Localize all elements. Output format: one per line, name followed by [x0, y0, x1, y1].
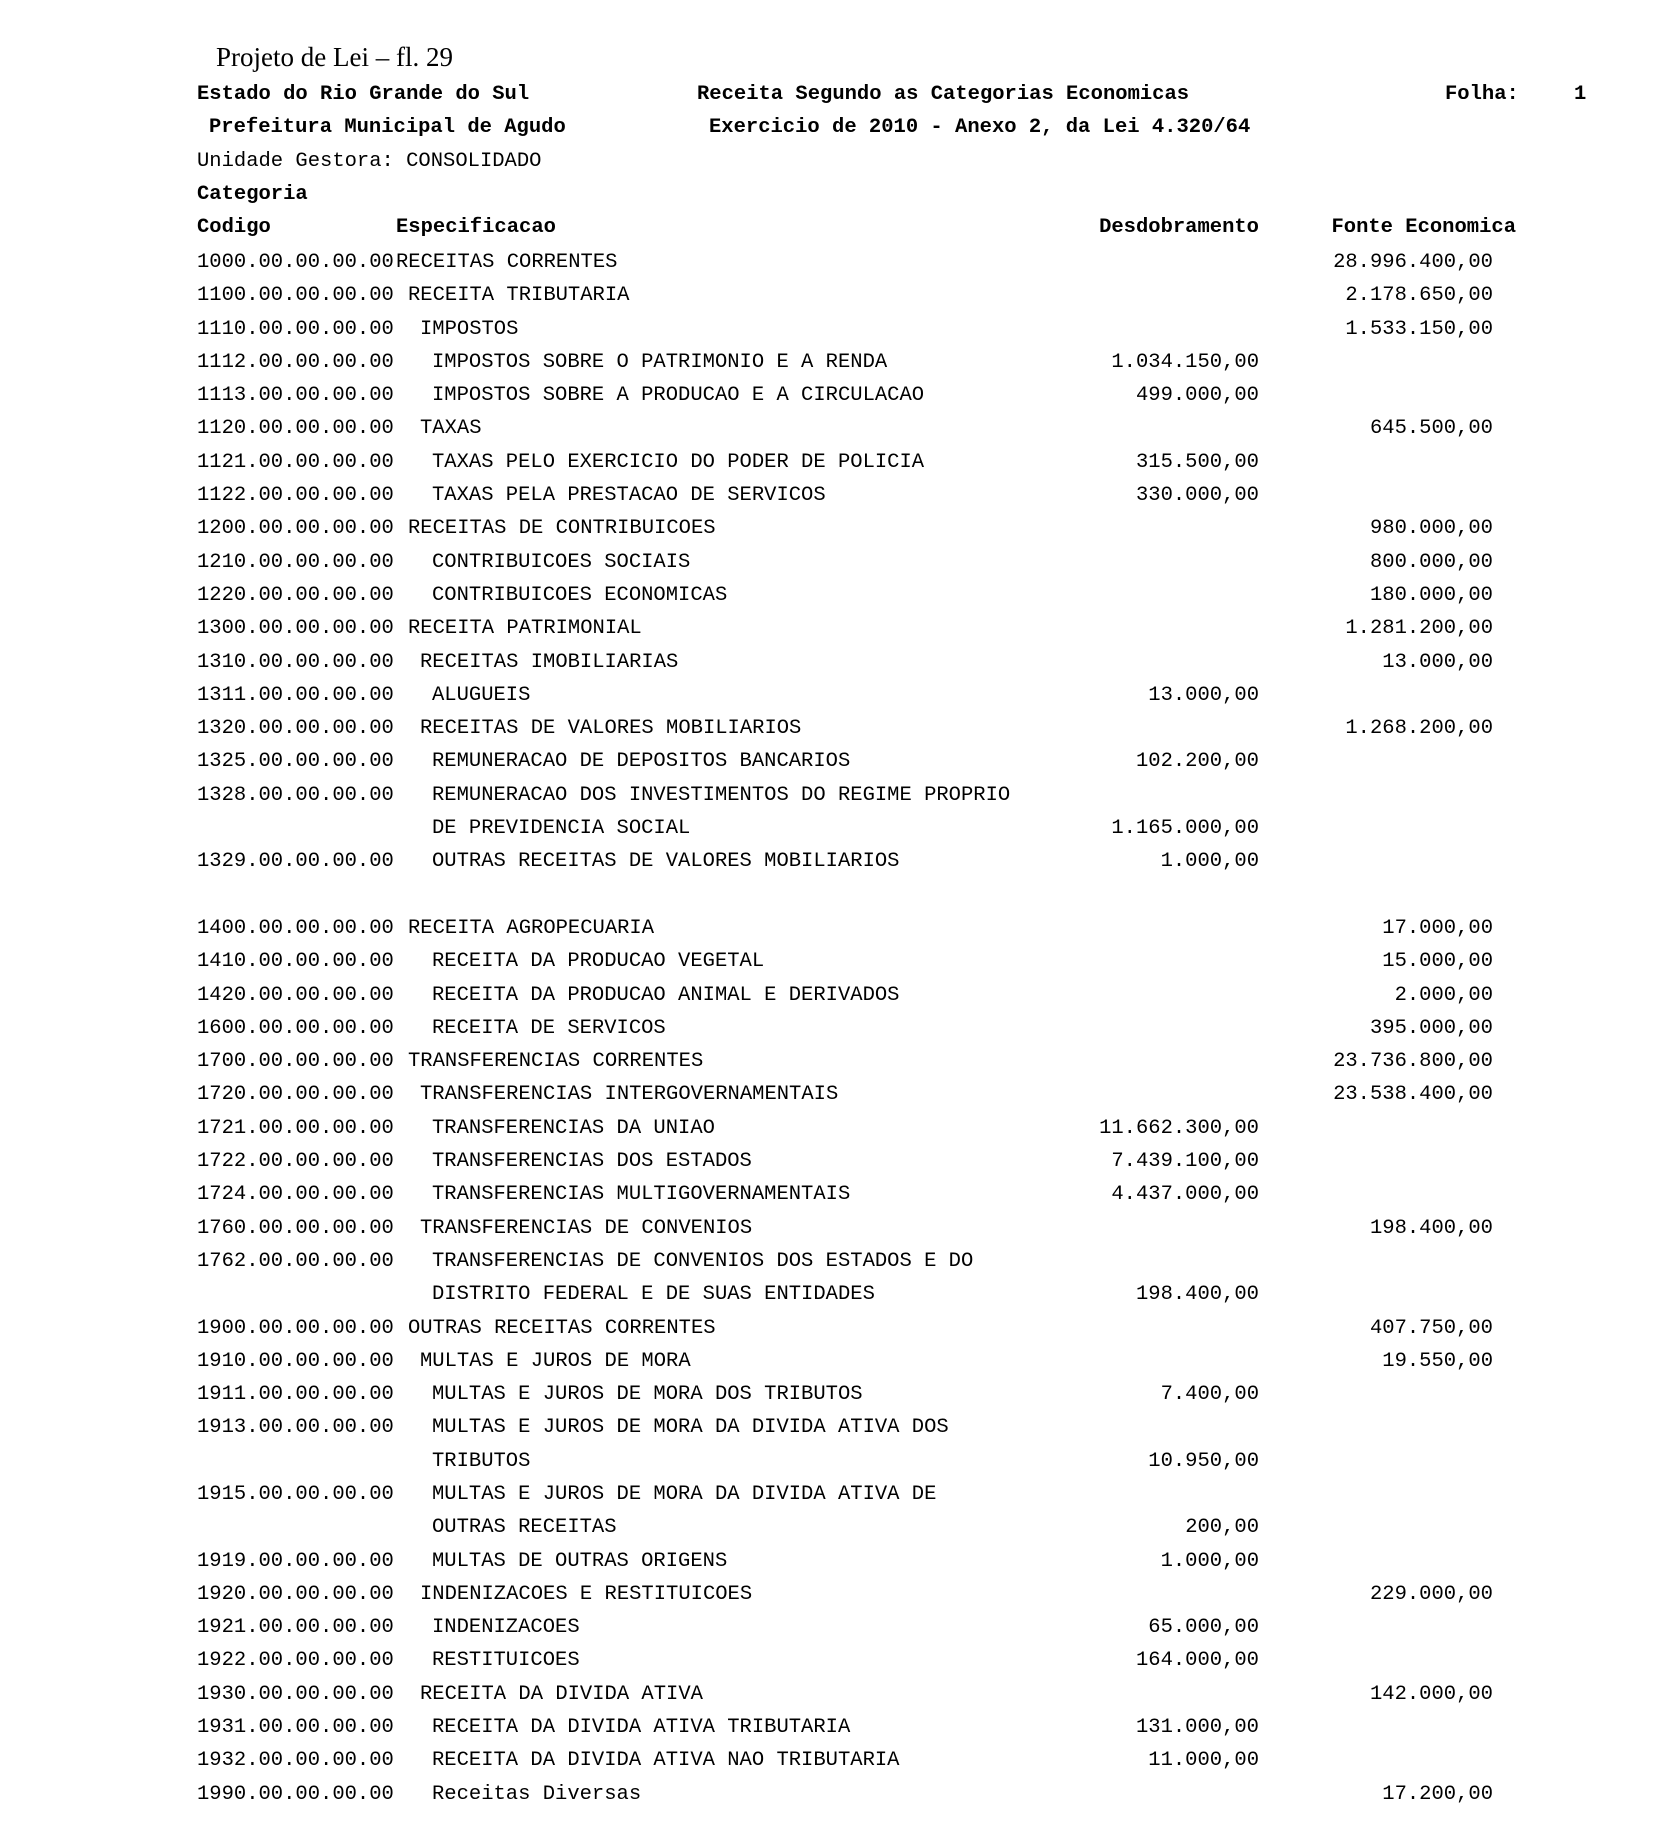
row-code: 1300.00.00.00.00: [197, 617, 394, 641]
row-code: 1930.00.00.00.00: [197, 1682, 394, 1706]
row-specification: TAXAS: [420, 417, 482, 441]
table-row: [0, 1579, 1653, 1612]
table-row: [0, 580, 1653, 613]
row-desdobramento: 13.000,00: [1148, 683, 1259, 707]
row-desdobramento: 11.662.300,00: [1099, 1116, 1259, 1140]
row-specification: TRANSFERENCIAS DE CONVENIOS: [420, 1216, 753, 1240]
row-specification: TAXAS PELA PRESTACAO DE SERVICOS: [432, 484, 826, 508]
table-row: [0, 547, 1653, 580]
row-code: 1762.00.00.00.00: [197, 1249, 394, 1273]
row-specification: TAXAS PELO EXERCICIO DO PODER DE POLICIA: [432, 450, 925, 474]
column-header-desdobramento: Desdobramento: [1099, 216, 1259, 239]
row-specification: RECEITA DE SERVICOS: [432, 1016, 666, 1040]
row-specification: INDENIZACOES: [432, 1616, 580, 1640]
table-row: [0, 613, 1653, 646]
table-row: [0, 1712, 1653, 1745]
row-specification: RECEITA PATRIMONIAL: [408, 617, 642, 641]
row-code: 1120.00.00.00.00: [197, 417, 394, 441]
row-fonte-economica: 180.000,00: [1369, 583, 1493, 607]
row-code: 1410.00.00.00.00: [197, 950, 394, 974]
table-row: [0, 1745, 1653, 1778]
row-specification: RECEITA TRIBUTARIA: [408, 284, 630, 308]
row-specification: CONTRIBUICOES SOCIAIS: [432, 550, 691, 574]
row-desdobramento: 200,00: [1185, 1516, 1259, 1540]
row-fonte-economica: 2.000,00: [1394, 983, 1493, 1007]
row-code: 1310.00.00.00.00: [197, 650, 394, 674]
table-row: [0, 1013, 1653, 1046]
row-code: 1320.00.00.00.00: [197, 717, 394, 741]
row-code: 1920.00.00.00.00: [197, 1582, 394, 1606]
row-code: 1210.00.00.00.00: [197, 550, 394, 574]
row-code: 1328.00.00.00.00: [197, 783, 394, 807]
row-fonte-economica: 23.736.800,00: [1333, 1050, 1493, 1074]
row-fonte-economica: 980.000,00: [1369, 517, 1493, 541]
table-row: [0, 813, 1653, 846]
row-fonte-economica: 645.500,00: [1369, 417, 1493, 441]
row-specification: MULTAS DE OUTRAS ORIGENS: [432, 1549, 728, 1573]
row-desdobramento: 1.000,00: [1160, 1549, 1259, 1573]
row-code: 1420.00.00.00.00: [197, 983, 394, 1007]
row-specification: MULTAS E JUROS DE MORA DA DIVIDA ATIVA DE: [432, 1482, 937, 1506]
table-row: [0, 1779, 1653, 1812]
row-fonte-economica: 198.400,00: [1369, 1216, 1493, 1240]
row-desdobramento: 102.200,00: [1135, 750, 1259, 774]
state-name: Estado do Rio Grande do Sul: [197, 83, 530, 106]
table-row: [0, 513, 1653, 546]
row-specification: TRANSFERENCIAS DE CONVENIOS DOS ESTADOS E DO: [432, 1249, 974, 1273]
row-specification: RECEITA DA DIVIDA ATIVA TRIBUTARIA: [432, 1716, 851, 1740]
row-code: 1311.00.00.00.00: [197, 683, 394, 707]
row-code: 1922.00.00.00.00: [197, 1649, 394, 1673]
row-code: 1113.00.00.00.00: [197, 384, 394, 408]
row-code: 1400.00.00.00.00: [197, 916, 394, 940]
row-desdobramento: 7.400,00: [1160, 1383, 1259, 1407]
table-row: [0, 1379, 1653, 1412]
row-fonte-economica: 229.000,00: [1369, 1582, 1493, 1606]
management-unit: Unidade Gestora: CONSOLIDADO: [197, 150, 542, 173]
revenue-table: [0, 247, 1653, 1812]
row-specification: RECEITAS DE CONTRIBUICOES: [408, 517, 716, 541]
row-fonte-economica: 142.000,00: [1369, 1682, 1493, 1706]
row-code: 1919.00.00.00.00: [197, 1549, 394, 1573]
row-desdobramento: 4.437.000,00: [1111, 1183, 1259, 1207]
row-code: 1329.00.00.00.00: [197, 850, 394, 874]
table-row: [0, 1346, 1653, 1379]
table-row: [0, 746, 1653, 779]
row-fonte-economica: 19.550,00: [1382, 1349, 1493, 1373]
row-desdobramento: 65.000,00: [1148, 1616, 1259, 1640]
category-label: Categoria: [197, 183, 308, 206]
table-row: [0, 1446, 1653, 1479]
row-fonte-economica: 17.200,00: [1382, 1782, 1493, 1806]
table-row: [0, 1179, 1653, 1212]
row-desdobramento: 131.000,00: [1135, 1716, 1259, 1740]
report-title: Receita Segundo as Categorias Economicas: [697, 83, 1190, 106]
table-row: [0, 1412, 1653, 1445]
row-code: 1722.00.00.00.00: [197, 1150, 394, 1174]
row-fonte-economica: 17.000,00: [1382, 916, 1493, 940]
row-specification: RECEITA AGROPECUARIA: [408, 916, 655, 940]
row-code: 1915.00.00.00.00: [197, 1482, 394, 1506]
row-specification: TRANSFERENCIAS DOS ESTADOS: [432, 1150, 752, 1174]
row-code: 1121.00.00.00.00: [197, 450, 394, 474]
row-code: 1931.00.00.00.00: [197, 1716, 394, 1740]
row-specification: RECEITAS IMOBILIARIAS: [420, 650, 679, 674]
row-specification: IMPOSTOS SOBRE A PRODUCAO E A CIRCULACAO: [432, 384, 925, 408]
row-desdobramento: 1.000,00: [1160, 850, 1259, 874]
row-code: 1760.00.00.00.00: [197, 1216, 394, 1240]
row-code: 1911.00.00.00.00: [197, 1383, 394, 1407]
row-fonte-economica: 2.178.650,00: [1345, 284, 1493, 308]
row-desdobramento: 499.000,00: [1135, 384, 1259, 408]
table-row: [0, 1679, 1653, 1712]
row-desdobramento: 198.400,00: [1135, 1283, 1259, 1307]
row-specification: OUTRAS RECEITAS: [432, 1516, 617, 1540]
row-specification: IMPOSTOS: [420, 317, 519, 341]
table-row: [0, 1279, 1653, 1312]
sheet-number: 1: [1574, 83, 1587, 106]
row-fonte-economica: 800.000,00: [1369, 550, 1493, 574]
row-code: 1720.00.00.00.00: [197, 1083, 394, 1107]
row-fonte-economica: 1.533.150,00: [1345, 317, 1493, 341]
row-code: 1700.00.00.00.00: [197, 1050, 394, 1074]
row-specification: TRANSFERENCIAS CORRENTES: [408, 1050, 704, 1074]
row-desdobramento: 11.000,00: [1148, 1749, 1259, 1773]
row-specification: TRANSFERENCIAS INTERGOVERNAMENTAIS: [420, 1083, 839, 1107]
row-specification: IMPOSTOS SOBRE O PATRIMONIO E A RENDA: [432, 350, 888, 374]
table-row: [0, 780, 1653, 813]
row-specification: OUTRAS RECEITAS CORRENTES: [408, 1316, 716, 1340]
row-code: 1913.00.00.00.00: [197, 1416, 394, 1440]
document-title: Projeto de Lei – fl. 29: [216, 42, 453, 72]
row-code: 1900.00.00.00.00: [197, 1316, 394, 1340]
row-code: 1600.00.00.00.00: [197, 1016, 394, 1040]
row-desdobramento: 1.165.000,00: [1111, 817, 1259, 841]
row-code: 1112.00.00.00.00: [197, 350, 394, 374]
row-specification: MULTAS E JUROS DE MORA DOS TRIBUTOS: [432, 1383, 863, 1407]
row-code: 1200.00.00.00.00: [197, 517, 394, 541]
row-fonte-economica: 15.000,00: [1382, 950, 1493, 974]
table-row: [0, 713, 1653, 746]
table-row: [0, 1213, 1653, 1246]
row-fonte-economica: 1.268.200,00: [1345, 717, 1493, 741]
report-subtitle: Exercicio de 2010 - Anexo 2, da Lei 4.320/64: [709, 116, 1251, 139]
column-header-fonte-economica: Fonte Economica: [1331, 216, 1516, 239]
table-row: [0, 880, 1653, 913]
row-desdobramento: 330.000,00: [1135, 484, 1259, 508]
table-row: [0, 480, 1653, 513]
row-code: 1110.00.00.00.00: [197, 317, 394, 341]
row-fonte-economica: 13.000,00: [1382, 650, 1493, 674]
row-code: 1000.00.00.00.00: [197, 251, 394, 274]
row-code: 1100.00.00.00.00: [197, 284, 394, 308]
row-desdobramento: 10.950,00: [1148, 1449, 1259, 1473]
row-desdobramento: 1.034.150,00: [1111, 350, 1259, 374]
row-code: 1122.00.00.00.00: [197, 484, 394, 508]
row-specification: MULTAS E JUROS DE MORA: [420, 1349, 691, 1373]
row-specification: INDENIZACOES E RESTITUICOES: [420, 1582, 753, 1606]
row-code: 1724.00.00.00.00: [197, 1183, 394, 1207]
row-specification: OUTRAS RECEITAS DE VALORES MOBILIARIOS: [432, 850, 900, 874]
row-code: 1325.00.00.00.00: [197, 750, 394, 774]
column-header-spec: Especificacao: [396, 216, 556, 239]
table-row: [0, 1079, 1653, 1112]
table-row: [0, 413, 1653, 446]
table-row: [0, 1313, 1653, 1346]
row-specification: TRIBUTOS: [432, 1449, 531, 1473]
row-specification: DE PREVIDENCIA SOCIAL: [432, 817, 691, 841]
table-row: [0, 980, 1653, 1013]
table-row: [0, 1645, 1653, 1678]
table-row: [0, 347, 1653, 380]
row-specification: TRANSFERENCIAS DA UNIAO: [432, 1116, 715, 1140]
table-row: [0, 1046, 1653, 1079]
row-code: 1220.00.00.00.00: [197, 583, 394, 607]
row-specification: ALUGUEIS: [432, 683, 531, 707]
row-fonte-economica: 28.996.400,00: [1333, 251, 1493, 274]
row-specification: RESTITUICOES: [432, 1649, 580, 1673]
table-row: [0, 1512, 1653, 1545]
table-row: [0, 846, 1653, 879]
row-desdobramento: 7.439.100,00: [1111, 1150, 1259, 1174]
row-code: 1990.00.00.00.00: [197, 1782, 394, 1806]
table-row: [0, 1479, 1653, 1512]
table-row: [0, 314, 1653, 347]
row-desdobramento: 164.000,00: [1135, 1649, 1259, 1673]
row-specification: RECEITAS DE VALORES MOBILIARIOS: [420, 717, 802, 741]
table-row: [0, 247, 1653, 280]
row-fonte-economica: 395.000,00: [1369, 1016, 1493, 1040]
table-row: [0, 1612, 1653, 1645]
table-row: [0, 647, 1653, 680]
row-code: 1932.00.00.00.00: [197, 1749, 394, 1773]
table-row: [0, 280, 1653, 313]
row-specification: RECEITA DA DIVIDA ATIVA: [420, 1682, 703, 1706]
column-header-code: Codigo: [197, 216, 271, 239]
table-row: [0, 1546, 1653, 1579]
row-code: 1721.00.00.00.00: [197, 1116, 394, 1140]
row-code: 1910.00.00.00.00: [197, 1349, 394, 1373]
row-specification: MULTAS E JUROS DE MORA DA DIVIDA ATIVA DOS: [432, 1416, 949, 1440]
row-specification: REMUNERACAO DOS INVESTIMENTOS DO REGIME PROPRIO: [432, 783, 1011, 807]
row-specification: TRANSFERENCIAS MULTIGOVERNAMENTAIS: [432, 1183, 851, 1207]
table-row: [0, 1246, 1653, 1279]
municipality-name: Prefeitura Municipal de Agudo: [209, 116, 566, 139]
row-fonte-economica: 1.281.200,00: [1345, 617, 1493, 641]
row-specification: DISTRITO FEDERAL E DE SUAS ENTIDADES: [432, 1283, 875, 1307]
table-row: [0, 913, 1653, 946]
row-fonte-economica: 407.750,00: [1369, 1316, 1493, 1340]
sheet-label: Folha:: [1445, 83, 1519, 106]
table-row: [0, 447, 1653, 480]
row-specification: RECEITAS CORRENTES: [396, 251, 618, 274]
row-fonte-economica: 23.538.400,00: [1333, 1083, 1493, 1107]
table-row: [0, 946, 1653, 979]
row-code: 1921.00.00.00.00: [197, 1616, 394, 1640]
row-specification: RECEITA DA PRODUCAO ANIMAL E DERIVADOS: [432, 983, 900, 1007]
row-specification: RECEITA DA DIVIDA ATIVA NAO TRIBUTARIA: [432, 1749, 900, 1773]
row-specification: RECEITA DA PRODUCAO VEGETAL: [432, 950, 765, 974]
row-specification: CONTRIBUICOES ECONOMICAS: [432, 583, 728, 607]
row-desdobramento: 315.500,00: [1135, 450, 1259, 474]
table-row: [0, 1113, 1653, 1146]
table-row: [0, 680, 1653, 713]
row-specification: REMUNERACAO DE DEPOSITOS BANCARIOS: [432, 750, 851, 774]
row-specification: Receitas Diversas: [432, 1782, 642, 1806]
table-row: [0, 380, 1653, 413]
table-row: [0, 1146, 1653, 1179]
